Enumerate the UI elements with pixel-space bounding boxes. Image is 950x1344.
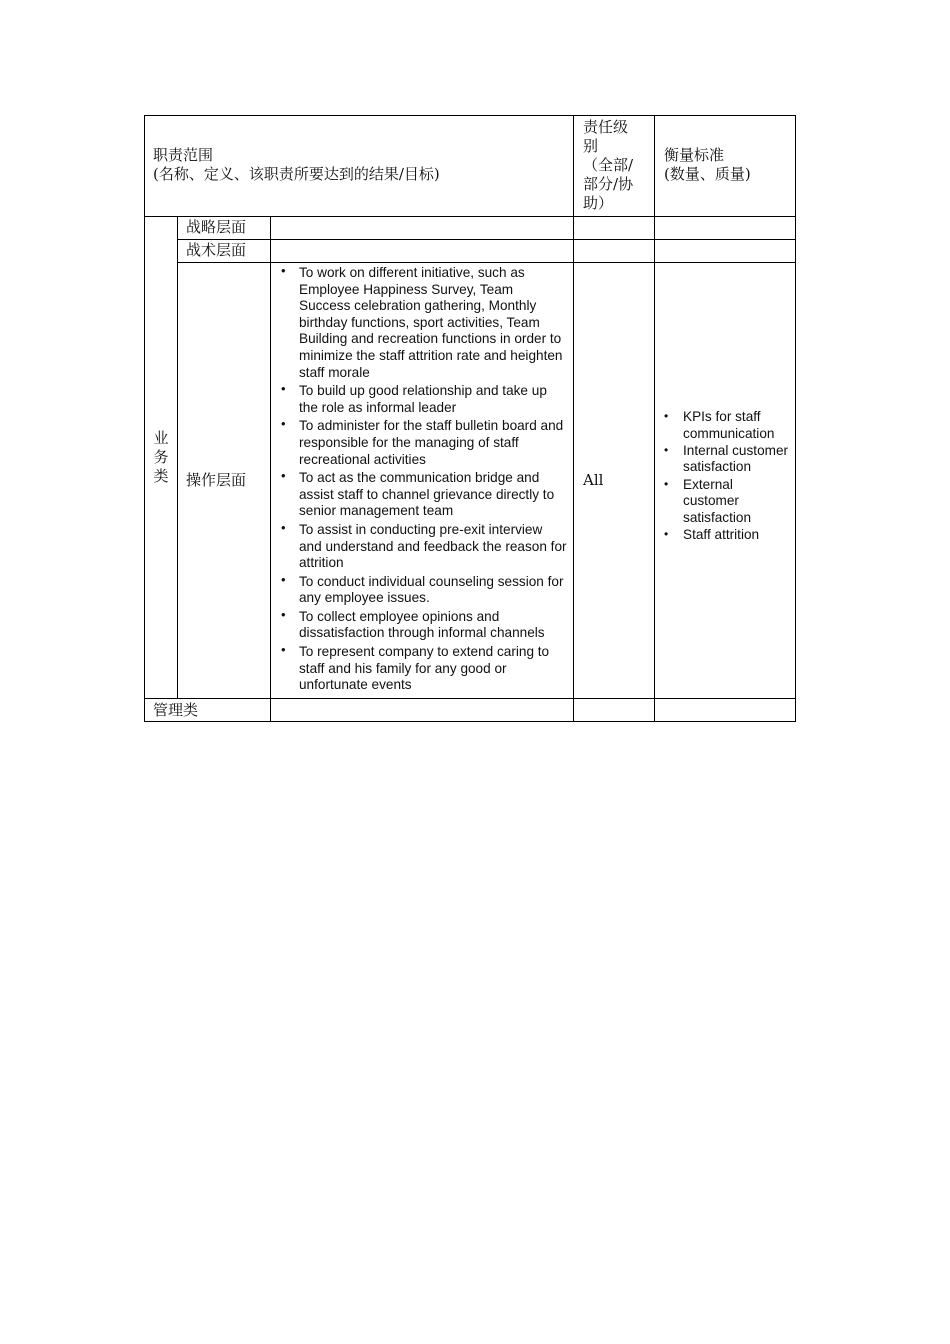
duty-item: • To build up good relationship and take up the role as informal leader [279, 383, 567, 416]
duty-item: • To work on different initiative, such as Employee Happiness Survey, Team Success celebration gathering, Monthly birthday functions, sport activities, Team Building and recreation functions in order to minimize the staff attrition rate and heighten staff morale [279, 265, 567, 381]
operational-label: 操作层面 [178, 263, 271, 699]
level-header-cell [574, 116, 655, 217]
level-header-line: 别 [583, 137, 599, 155]
strategic-label: 战略层面 [178, 217, 271, 240]
standard-header-cell [655, 116, 796, 217]
scope-header-subtitle: (名称、定义、该职责所要达到的结果/目标) [153, 165, 440, 183]
tactical-row [145, 240, 796, 263]
level-header-line: 部分/协 [583, 175, 634, 193]
duty-item: • To act as the communication bridge and assist staff to channel grievance directly to senior management team [279, 470, 567, 520]
strategic-duties-cell [271, 217, 574, 240]
standard-header-subtitle: (数量、质量) [664, 165, 751, 183]
business-category-cell [145, 217, 178, 699]
duty-item: • To conduct individual counseling session for any employee issues. [279, 574, 567, 607]
scope-header-title: 职责范围 [153, 146, 214, 164]
standard-header-title: 衡量标准 [664, 146, 725, 164]
management-row [145, 699, 796, 722]
tactical-duties-cell [271, 240, 574, 263]
business-category-char: 务 [153, 448, 169, 466]
standard-item: • Internal customer satisfaction [664, 443, 789, 476]
standards-list [664, 409, 789, 543]
operational-row [145, 263, 796, 699]
operational-standard-cell [655, 263, 796, 699]
level-header-line: 助） [583, 194, 614, 212]
operational-duties-cell [271, 263, 574, 699]
duty-item: • To represent company to extend caring to staff and his family for any good or unfortunate events [279, 644, 567, 694]
tactical-level-cell [574, 240, 655, 263]
responsibility-table [144, 115, 796, 722]
business-category-char: 类 [153, 467, 169, 485]
standard-item: • External customer satisfaction [664, 477, 789, 527]
strategic-standard-cell [655, 217, 796, 240]
strategic-level-cell [574, 217, 655, 240]
standard-item: • Staff attrition [664, 527, 789, 544]
duty-item: • To collect employee opinions and dissatisfaction through informal channels [279, 609, 567, 642]
level-header-line: 责任级 [583, 118, 629, 136]
tactical-standard-cell [655, 240, 796, 263]
header-row [145, 116, 796, 217]
strategic-row [145, 217, 796, 240]
duties-list [279, 265, 567, 694]
duty-item: • To administer for the staff bulletin board and responsible for the managing of staff recreational activities [279, 418, 567, 468]
tactical-label: 战术层面 [178, 240, 271, 263]
operational-level-cell: All [574, 263, 655, 699]
management-label: 管理类 [145, 699, 271, 722]
management-duties-cell [271, 699, 574, 722]
business-category-char: 业 [153, 429, 169, 447]
standard-item: • KPIs for staff communication [664, 409, 789, 442]
duty-item: • To assist in conducting pre-exit interview and understand and feedback the reason for attrition [279, 522, 567, 572]
scope-header-cell [145, 116, 574, 217]
management-standard-cell [655, 699, 796, 722]
level-header-line: （全部/ [583, 156, 634, 174]
management-level-cell [574, 699, 655, 722]
